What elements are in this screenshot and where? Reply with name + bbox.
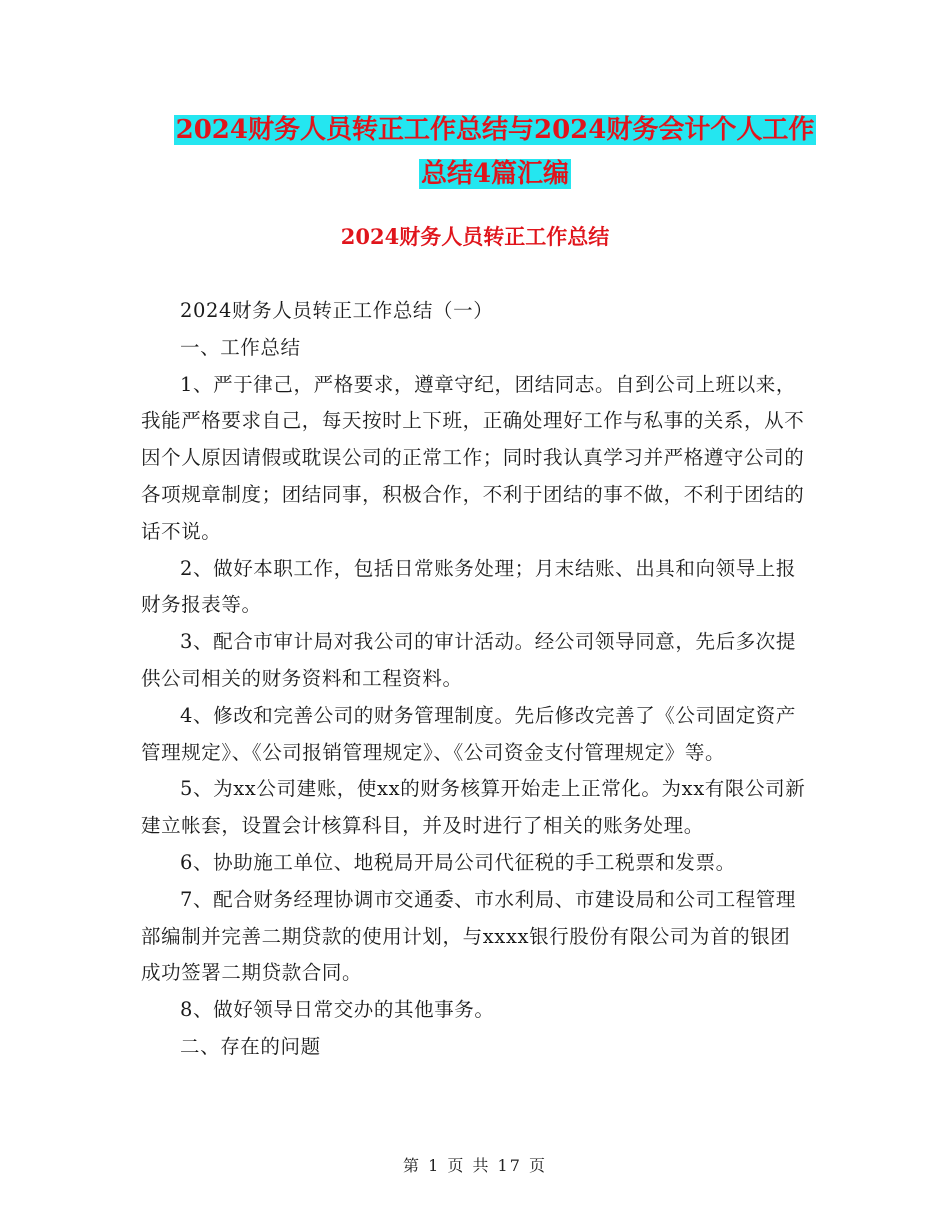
page-footer: 第 1 页 共 17 页 xyxy=(403,1156,547,1175)
title-line-1: 2024财务人员转正工作总结与2024财务会计个人工作 xyxy=(175,115,815,145)
paragraph: 2024财务人员转正工作总结（一） xyxy=(180,299,494,322)
paragraph: 5、为xx公司建账，使xx的财务核算开始走上正常化。为xx有限公司新建立帐套，设置会计核算科目，并及时进行了相关的账务处理。 xyxy=(141,777,806,838)
paragraph: 2、做好本职工作，包括日常账务处理；月末结账、出具和向领导上报财务报表等。 xyxy=(141,556,797,617)
paragraph: 8、做好领导日常交办的其他事务。 xyxy=(180,998,495,1022)
title-line-2: 总结4篇汇编 xyxy=(420,159,570,189)
paragraph: 一、工作总结 xyxy=(180,335,301,359)
paragraph: 6、协助施工单位、地税局开局公司代征税的手工税票和发票。 xyxy=(180,850,736,874)
paragraph: 7、配合财务经理协调市交通委、市水利局、市建设局和公司工程管理部编制并完善二期贷款的使用计划，与xxxx银行股份有限公司为首的银团成功签署二期贷款合同。 xyxy=(141,887,797,985)
document-body xyxy=(141,293,809,1066)
document-title xyxy=(140,108,850,196)
paragraph: 3、配合市审计局对我公司的审计活动。经公司领导同意，先后多次提供公司相关的财务资料和工程资料。 xyxy=(141,630,797,690)
paragraph: 1、严于律己，严格要求，遵章守纪，团结同志。自到公司上班以来，我能严格要求自己，每天按时上下班，正确处理好工作与私事的关系，从不因个人原因请假或耽误公司的正常工作；同时我认真学习并严格遵守公司的各项规章制度；团结同事，积极合作，不利于团结的事不做，不利于团结的话不说。 xyxy=(141,372,805,543)
paragraph: 4、修改和完善公司的财务管理制度。先后修改完善了《公司固定资产管理规定》、《公司报销管理规定》、《公司资金支付管理规定》等。 xyxy=(141,703,797,764)
section-title: 2024财务人员转正工作总结 xyxy=(340,224,610,249)
paragraph: 二、存在的问题 xyxy=(180,1034,321,1058)
